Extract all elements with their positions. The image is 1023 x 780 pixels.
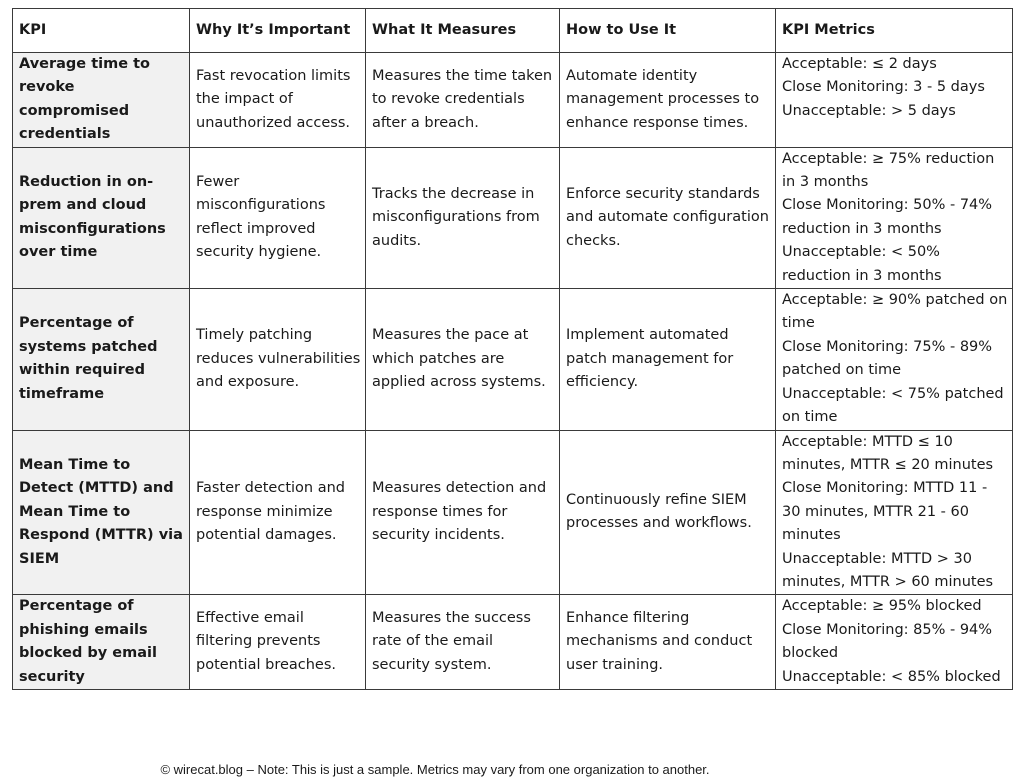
- header-kpi-metrics: KPI Metrics: [776, 9, 1013, 53]
- what-it-measures-cell: Tracks the decrease in misconfigurations from audits.: [366, 147, 560, 288]
- kpi-table: [12, 8, 1013, 690]
- table-row: [13, 430, 1013, 595]
- how-to-use-cell: Enhance filtering mechanisms and conduct user training.: [560, 595, 776, 690]
- metric-close-monitoring: Close Monitoring: 85% - 94% blocked: [782, 621, 993, 662]
- table-row: [13, 53, 1013, 148]
- what-it-measures-cell: Measures the time taken to revoke credentials after a breach.: [366, 53, 560, 148]
- header-how-to-use: How to Use It: [560, 9, 776, 53]
- how-to-use-cell: Continuously refine SIEM processes and workflows.: [560, 430, 776, 595]
- kpi-metrics-cell: [776, 595, 1013, 690]
- kpi-name: Reduction in on-prem and cloud misconfigurations over time: [13, 147, 190, 288]
- metric-unacceptable: Unacceptable: < 75% patched on time: [782, 385, 1004, 426]
- why-important-cell: Fast revocation limits the impact of unauthorized access.: [190, 53, 366, 148]
- metric-acceptable: Acceptable: ≥ 75% reduction in 3 months: [782, 150, 995, 191]
- metric-close-monitoring: Close Monitoring: 50% - 74% reduction in 3 months: [782, 197, 993, 237]
- kpi-name: Percentage of systems patched within required timeframe: [13, 289, 190, 430]
- how-to-use-cell: Automate identity management processes to enhance response times.: [560, 53, 776, 148]
- kpi-name: Mean Time to Detect (MTTD) and Mean Time to Respond (MTTR) via SIEM: [13, 430, 190, 595]
- why-important-cell: Timely patching reduces vulnerabilities and exposure.: [190, 289, 366, 430]
- how-to-use-cell: Enforce security standards and automate configuration checks.: [560, 147, 776, 288]
- header-what-it-measures: What It Measures: [366, 9, 560, 53]
- metric-close-monitoring: Close Monitoring: MTTD 11 - 30 minutes, MTTR 21 - 60 minutes: [782, 480, 988, 544]
- metric-unacceptable: Unacceptable: MTTD > 30 minutes, MTTR > 60 minutes: [782, 550, 994, 590]
- why-important-cell: Fewer misconfigurations reflect improved security hygiene.: [190, 147, 366, 288]
- table-row: [13, 595, 1013, 690]
- metric-acceptable: Acceptable: ≥ 90% patched on time: [782, 292, 1008, 332]
- header-why-important: Why It’s Important: [190, 9, 366, 53]
- metric-unacceptable: Unacceptable: > 5 days: [782, 102, 956, 119]
- what-it-measures-cell: Measures the success rate of the email security system.: [366, 595, 560, 690]
- metric-acceptable: Acceptable: ≥ 95% blocked: [782, 598, 982, 615]
- metric-unacceptable: Unacceptable: < 50% reduction in 3 months: [782, 244, 942, 284]
- metric-close-monitoring: Close Monitoring: 75% - 89% patched on time: [782, 338, 993, 379]
- header-row: [13, 9, 1013, 53]
- kpi-metrics-cell: [776, 430, 1013, 595]
- kpi-metrics-cell: [776, 53, 1013, 148]
- kpi-name: Average time to revoke compromised credentials: [13, 53, 190, 148]
- table-row: [13, 289, 1013, 430]
- header-kpi: KPI: [13, 9, 190, 53]
- why-important-cell: Effective email filtering prevents potential breaches.: [190, 595, 366, 690]
- why-important-cell: Faster detection and response minimize potential damages.: [190, 430, 366, 595]
- kpi-name: Percentage of phishing emails blocked by email security: [13, 595, 190, 690]
- metric-acceptable: Acceptable: ≤ 2 days: [782, 56, 937, 72]
- what-it-measures-cell: Measures the pace at which patches are applied across systems.: [366, 289, 560, 430]
- how-to-use-cell: Implement automated patch management for efficiency.: [560, 289, 776, 430]
- kpi-metrics-cell: [776, 289, 1013, 430]
- footer-note: © wirecat.blog – Note: This is just a sample. Metrics may vary from one organization to another.: [160, 762, 710, 777]
- table-row: [13, 147, 1013, 288]
- metric-unacceptable: Unacceptable: < 85% blocked: [782, 668, 1001, 685]
- metric-acceptable: Acceptable: MTTD ≤ 10 minutes, MTTR ≤ 20 minutes: [782, 433, 994, 473]
- kpi-metrics-cell: [776, 147, 1013, 288]
- what-it-measures-cell: Measures detection and response times for security incidents.: [366, 430, 560, 595]
- metric-close-monitoring: Close Monitoring: 3 - 5 days: [782, 79, 985, 96]
